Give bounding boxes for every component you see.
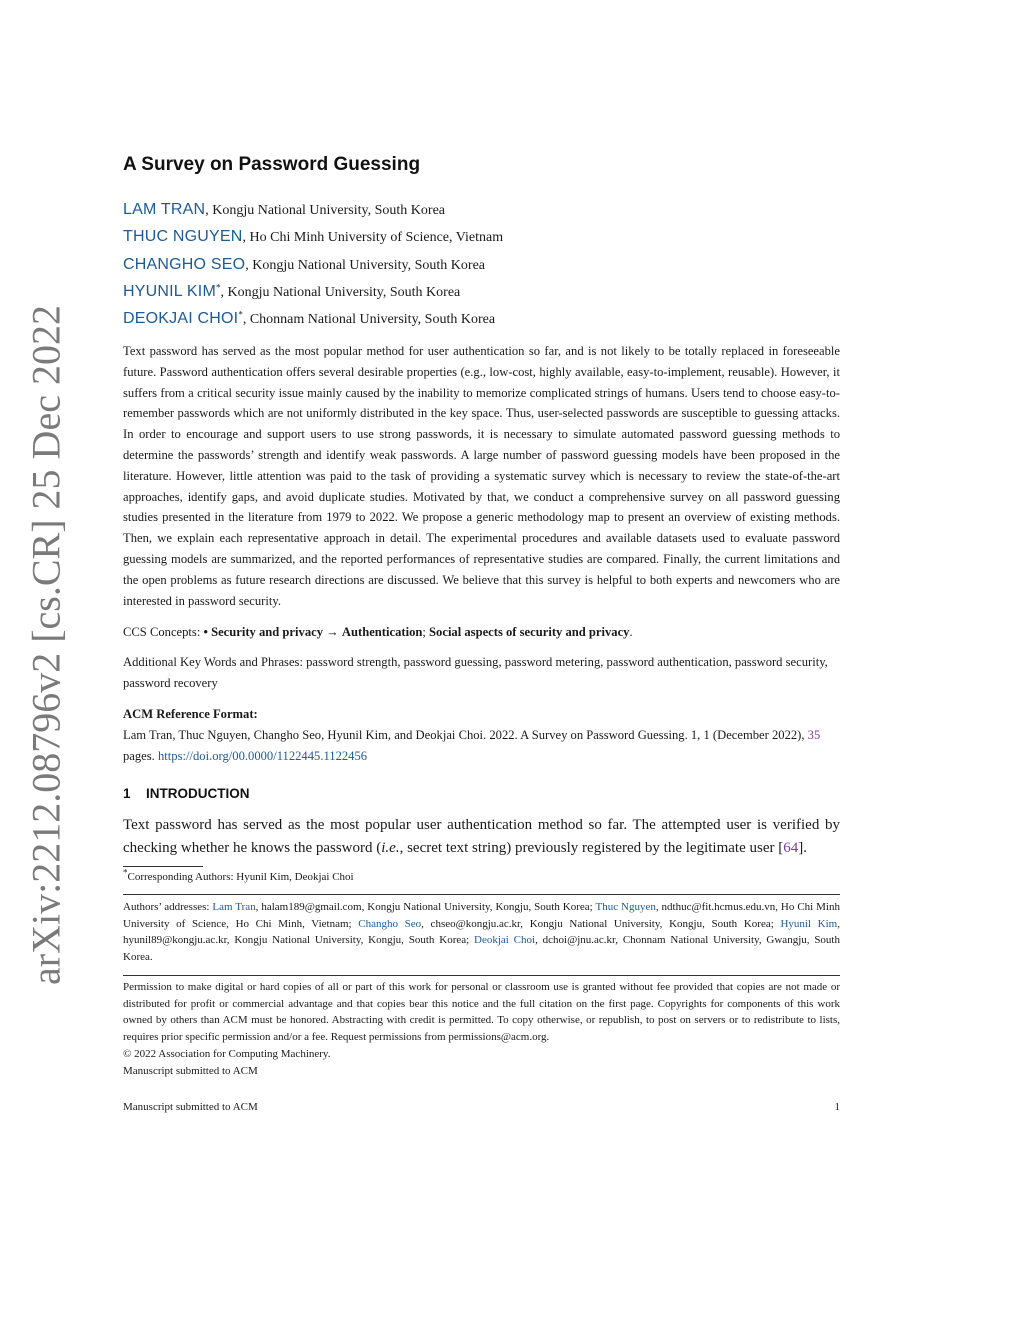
ccs-arrow: → xyxy=(326,625,339,639)
address-detail: , hyunil89@kongju.ac.kr, Kongju National University, Kongju, South Korea; xyxy=(123,917,840,946)
divider xyxy=(123,894,840,895)
doi-link[interactable]: https://doi.org/00.0000/1122445.1122456 xyxy=(157,748,368,763)
acm-reference-heading: ACM Reference Format: xyxy=(123,707,258,721)
keywords-label: Additional Key Words and Phrases: xyxy=(123,655,307,669)
author-affiliation: , Ho Chi Minh University of Science, Vietnam xyxy=(242,230,504,246)
author-name[interactable]: LAM TRAN xyxy=(123,201,206,218)
author-line xyxy=(123,278,843,305)
author-affiliation: , Kongju National University, South Korea xyxy=(205,203,445,218)
address-detail: , ndthuc@fit.hcmus.edu.vn, Ho Chi Minh University of Science, Ho Chi Minh, Vietnam; xyxy=(123,901,840,930)
ccs-concepts xyxy=(123,622,840,643)
intro-text: Text password has served as the most popular user authentication method so far. The attempted user is verified by checking whether he knows the password ( xyxy=(123,817,840,857)
address-author-link[interactable]: Thuc Nguyen xyxy=(595,901,656,913)
address-author-link[interactable]: Lam Tran xyxy=(212,901,256,913)
manuscript-note: Manuscript submitted to ACM xyxy=(123,1065,258,1077)
citation-link[interactable]: 64 xyxy=(783,840,799,857)
author-line xyxy=(123,305,843,332)
addresses-label: Authors’ addresses: xyxy=(123,901,213,913)
page-footer xyxy=(123,1101,840,1113)
address-detail: , halam189@gmail.com, Kongju National University, Kongju, South Korea; xyxy=(255,901,596,913)
author-affiliation: , Kongju National University, South Korea xyxy=(245,257,485,273)
address-author-link[interactable]: Changho Seo xyxy=(358,917,422,930)
pages-word: pages. xyxy=(123,748,158,763)
acm-reference-format xyxy=(123,704,840,766)
ccs-end: . xyxy=(629,625,633,639)
ccs-concept: Security and privacy xyxy=(211,625,324,639)
footnote-rule xyxy=(123,866,203,867)
address-author-link[interactable]: Deokjai Choi xyxy=(474,934,536,946)
author-name[interactable]: THUC NGUYEN xyxy=(123,228,243,246)
author-affiliation: , Chonnam National University, South Korea xyxy=(242,312,496,328)
paper-title: A Survey on Password Guessing xyxy=(123,154,421,175)
intro-text: , secret text string) previously registered by the legitimate user [ xyxy=(399,840,784,857)
ccs-bullet: • xyxy=(203,625,208,639)
section-title: INTRODUCTION xyxy=(146,786,250,801)
address-detail: , dchoi@jnu.ac.kr, Chonnam National University, Gwangju, South Korea. xyxy=(123,934,840,963)
section-heading xyxy=(123,786,250,801)
author-line xyxy=(123,196,843,223)
author-mark: * xyxy=(238,309,243,320)
author-name[interactable]: DEOKJAI CHOI xyxy=(123,310,239,328)
keywords-text: password strength, password guessing, password metering, password authentication, password security, password recovery xyxy=(123,655,828,690)
section-number: 1 xyxy=(123,786,131,801)
page-count-link[interactable]: 35 xyxy=(807,727,821,742)
copyright-notice: © 2022 Association for Computing Machinery. xyxy=(123,1048,331,1060)
author-name[interactable]: CHANGHO SEO xyxy=(123,255,246,273)
ccs-label: CCS Concepts: xyxy=(123,625,204,639)
footnote-mark: * xyxy=(123,867,128,878)
author-name[interactable]: HYUNIL KIM xyxy=(123,282,216,300)
ccs-concept: Authentication xyxy=(341,625,423,639)
authors-addresses xyxy=(123,899,840,965)
abstract: Text password has served as the most popular method for user authentication so far, and is not likely to be totally replaced in foreseeable future. Password authentication offers several desirable properties (e.g., low-cost, highly available, easy-to-implement, reusable). However, it suffers from a critical security issue mainly caused by the inability to memorize complicated strings of humans. Users tend to choose easy-to-remember passwords which are not uniformly distributed in the key space. Thus, user-selected passwords are susceptible to guessing attacks. In order to encourage and support users to use strong passwords, it is necessary to simulate automated password guessing methods to determine the passwords’ strength and identify weak passwords. A large number of password guessing models have been proposed in the literature. However, little attention was paid to the task of providing a systematic survey which is necessary to review the state-of-the-art approaches, identify gaps, and avoid duplicate studies. Motivated by that, we conduct a comprehensive survey on all password guessing studies presented in the literature from 1979 to 2022. We propose a generic methodology map to present an overview of existing methods. Then, we explain each representative approach in detail. The experimental procedures and available datasets used to evaluate password guessing models are summarized, and the reported performances of representative studies are compared. Finally, the current limitations and the open problems as future research directions are discussed. We believe that this survey is helpful to both experts and newcomers who are interested in password security. xyxy=(123,344,840,608)
footnote-text: Corresponding Authors: Hyunil Kim, Deokjai Choi xyxy=(127,871,354,883)
author-mark: * xyxy=(215,282,221,293)
author-line xyxy=(123,251,843,278)
ccs-separator: ; xyxy=(422,625,426,639)
author-line xyxy=(123,223,843,250)
intro-italic: i.e. xyxy=(381,840,400,857)
ccs-concept: Social aspects of security and privacy xyxy=(429,625,630,639)
permission-notice: Permission to make digital or hard copies of all or part of this work for personal or classroom use is granted without fee provided that copies are not made or distributed for profit or commercial advantage and that copies bear this notice and the full citation on the first page. Copyrights for components of this work owned by others than ACM must be honored. Abstracting with credit is permitted. To copy otherwise, or republish, to post on servers or to redistribute to lists, requires prior specific permission and/or a fee. Request permissions from permissions@acm.org. xyxy=(123,981,840,1043)
keywords xyxy=(123,652,840,694)
address-author-link[interactable]: Hyunil Kim xyxy=(780,917,838,930)
page-number: 1 xyxy=(834,1101,840,1113)
intro-text: ]. xyxy=(798,840,807,857)
footnote xyxy=(123,869,354,885)
intro-paragraph xyxy=(123,814,840,861)
author-affiliation: , Kongju National University, South Korea xyxy=(220,284,461,300)
address-detail: , chseo@kongju.ac.kr, Kongju National University, Kongju, South Korea; xyxy=(421,917,781,930)
divider xyxy=(123,975,840,976)
footer-left: Manuscript submitted to ACM xyxy=(123,1101,258,1113)
author-list xyxy=(123,196,843,332)
acm-reference-text: Lam Tran, Thuc Nguyen, Changho Seo, Hyunil Kim, and Deokjai Choi. 2022. A Survey on Password Guessing. 1, 1 (December 2022), xyxy=(123,727,808,742)
arxiv-identifier: arXiv:2212.08796v2 [cs.CR] 25 Dec 2022 xyxy=(23,305,69,985)
